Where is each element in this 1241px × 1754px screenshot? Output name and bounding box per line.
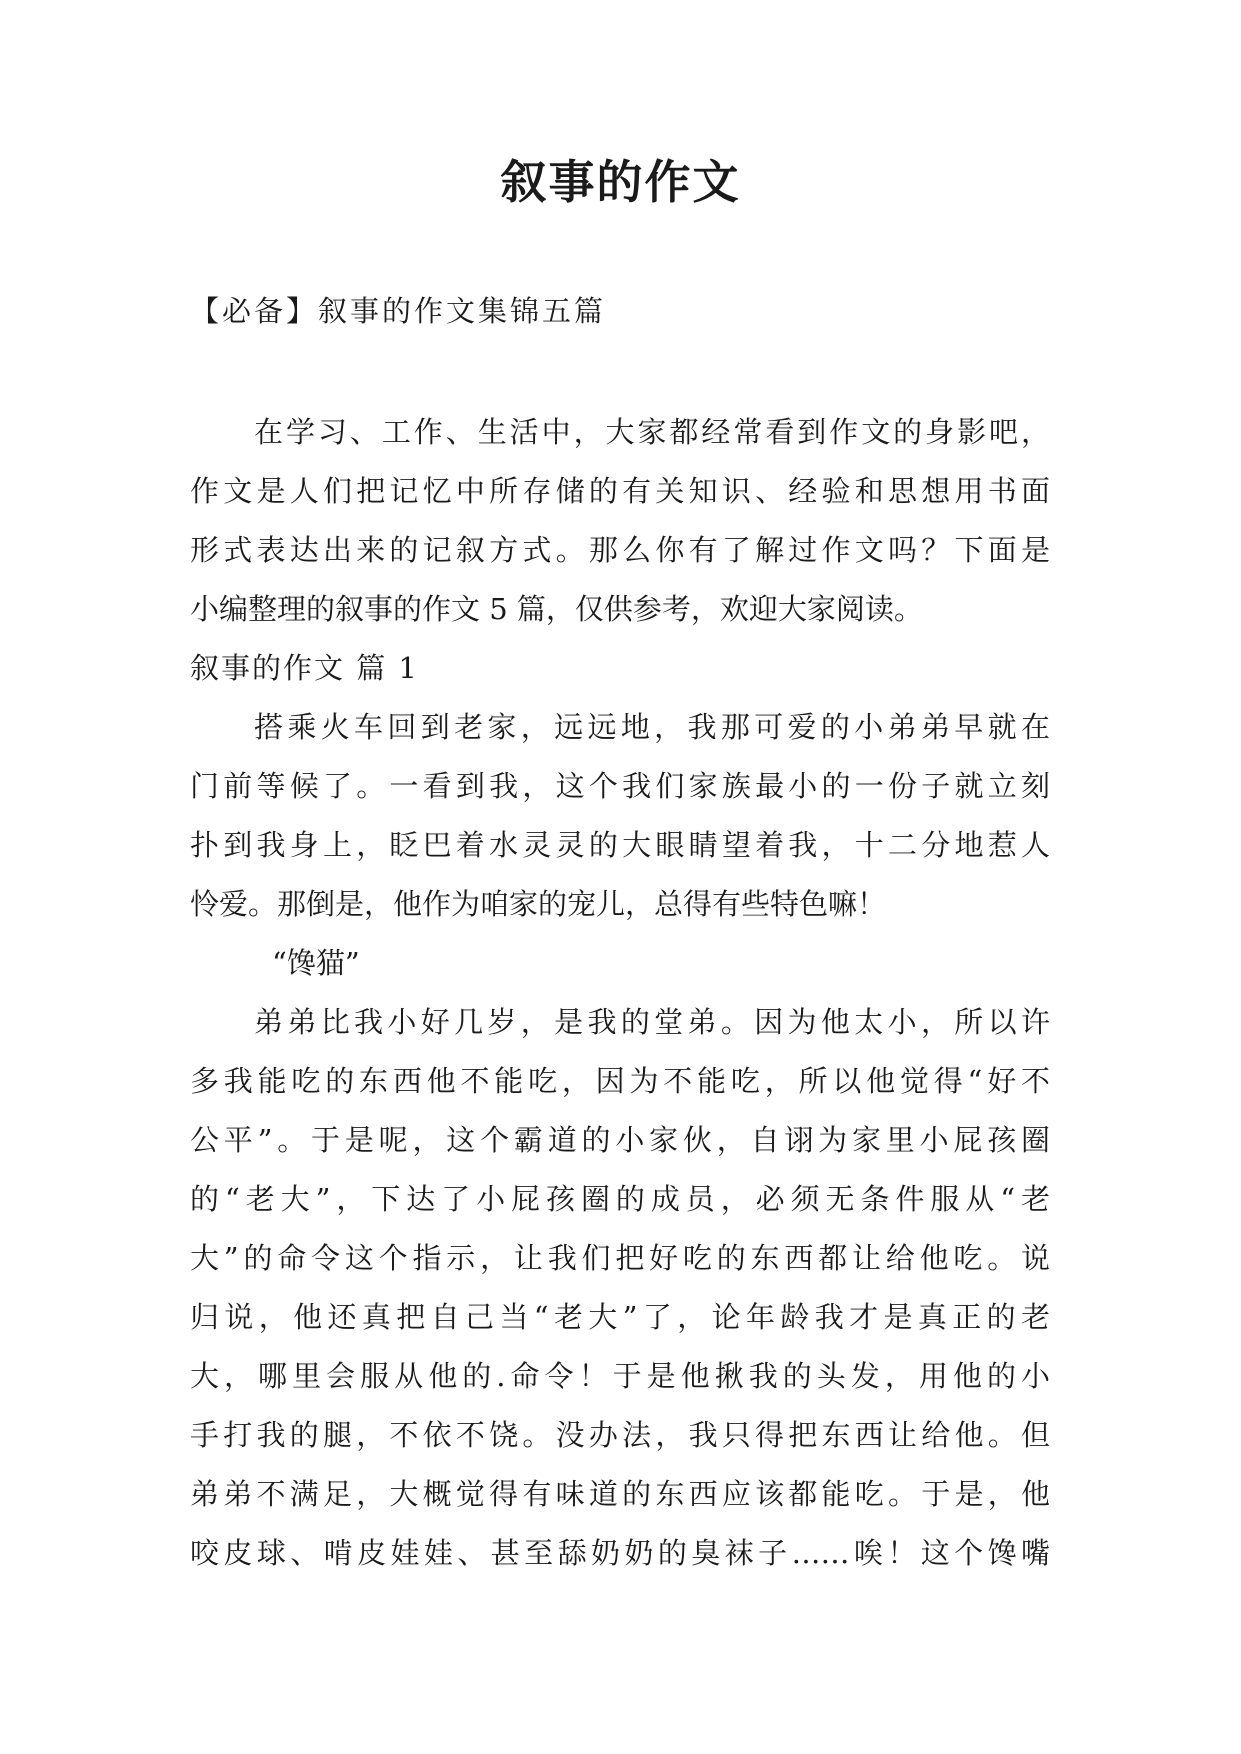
- paragraph-line: 在学习、工作、生活中，大家都经常看到作文的身影吧，: [254, 415, 1050, 449]
- document-title: 叙事的作文: [500, 155, 741, 209]
- paragraph-line: 形式表达出来的记叙方式。那么你有了解过作文吗？下面是: [190, 533, 1050, 567]
- document-subtitle: 【必备】叙事的作文集锦五篇: [190, 294, 607, 328]
- paragraph-line: 扑到我身上，眨巴着水灵灵的大眼睛望着我，十二分地惹人: [190, 828, 1050, 862]
- paragraph-line: 大，哪里会服从他的.命令！于是他揪我的头发，用他的小: [190, 1359, 1050, 1393]
- paragraph-line: 弟弟比我小好几岁，是我的堂弟。因为他太小，所以许: [254, 1005, 1050, 1039]
- paragraph-line: 大”的命令这个指示，让我们把好吃的东西都让给他吃。说: [190, 1241, 1050, 1275]
- paragraph-line: 公平”。于是呢，这个霸道的小家伙，自诩为家里小屁孩圈: [190, 1123, 1050, 1157]
- paragraph-line: 搭乘火车回到老家，远远地，我那可爱的小弟弟早就在: [254, 710, 1050, 744]
- paragraph-line: 多我能吃的东西他不能吃，因为不能吃，所以他觉得“好不: [190, 1064, 1050, 1098]
- section-heading: 叙事的作文 篇 1: [190, 651, 419, 685]
- paragraph-line: 归说，他还真把自己当“老大”了，论年龄我才是真正的老: [190, 1300, 1050, 1334]
- subheading-quote: “馋猫”: [272, 946, 360, 980]
- paragraph-line: 门前等候了。一看到我，这个我们家族最小的一份子就立刻: [190, 769, 1050, 803]
- document-body: [190, 403, 1050, 1583]
- paragraph-line: 弟弟不满足，大概觉得有味道的东西应该都能吃。于是，他: [190, 1477, 1050, 1511]
- paragraph-line: 手打我的腿，不依不饶。没办法，我只得把东西让给他。但: [190, 1418, 1050, 1452]
- paragraph-line: 作文是人们把记忆中所存储的有关知识、经验和思想用书面: [190, 474, 1050, 508]
- paragraph-line: 怜爱。那倒是，他作为咱家的宠儿，总得有些特色嘛！: [190, 887, 887, 921]
- paragraph-line: 咬皮球、啃皮娃娃、甚至舔奶奶的臭袜子……唉！这个馋嘴: [190, 1536, 1050, 1570]
- paragraph-line: 的“老大”，下达了小屁孩圈的成员，必须无条件服从“老: [190, 1182, 1050, 1216]
- paragraph-line: 小编整理的叙事的作文 5 篇，仅供参考，欢迎大家阅读。: [190, 592, 923, 626]
